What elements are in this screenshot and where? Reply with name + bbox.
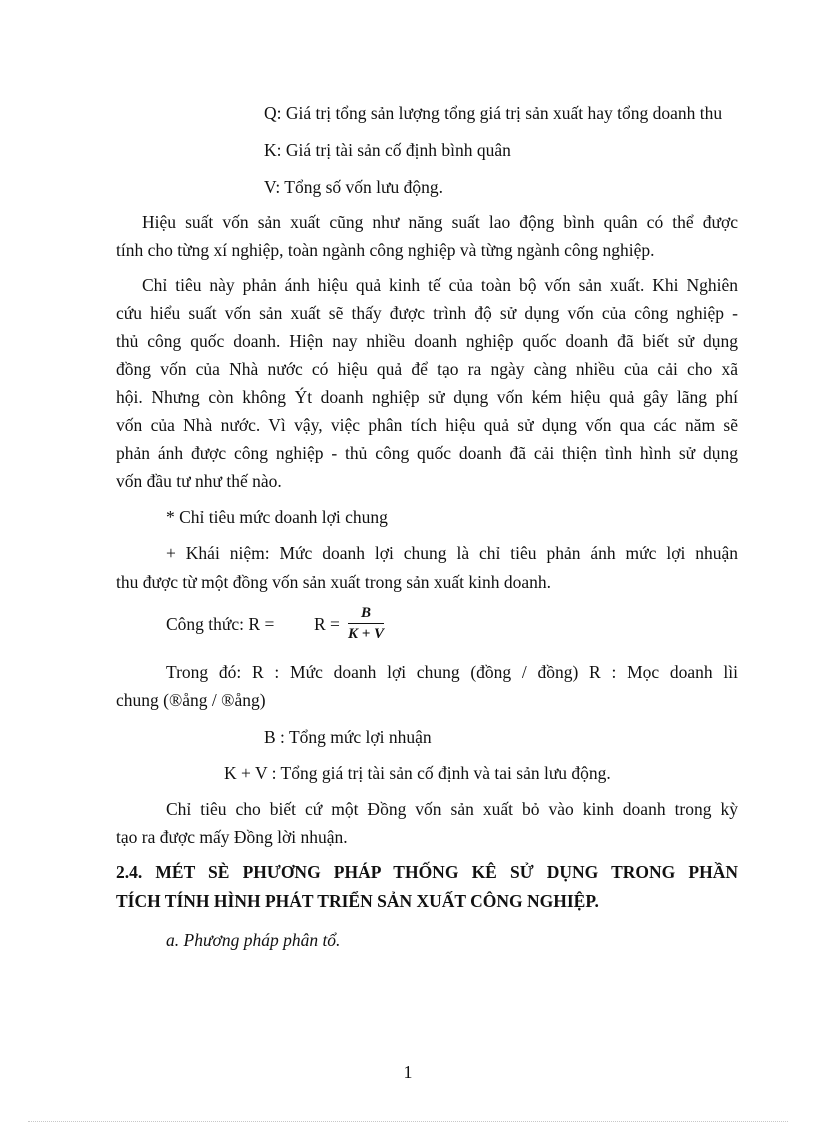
where-line: Trong đó: R : Mức doanh lợi chung (đồng / đồng) R : Mọc doanh lìi — [166, 662, 738, 682]
formula-lhs: R = — [314, 614, 340, 634]
meaning-line: Chỉ tiêu cho biết cứ một Đồng vốn sản xuất bỏ vào kinh doanh trong kỳ — [166, 799, 738, 819]
definition-k: K: Giá trị tài sản cố định bình quân — [264, 140, 511, 160]
definition-b: B : Tổng mức lợi nhuận — [264, 727, 432, 747]
where-line: chung (®ång / ®ång) — [116, 690, 266, 710]
paragraph-line: vốn đầu tư như thế nào. — [116, 471, 282, 491]
paragraph-line: cứu hiểu suất vốn sản xuất sẽ thấy được trình độ sử dụng vốn của công nghiệp - — [116, 303, 738, 323]
paragraph-line: Hiệu suất vốn sản xuất cũng như năng suất lao động bình quân có thể được — [142, 212, 738, 232]
section-heading: 2.4. MÉT SÈ PHƯƠNG PHÁP THỐNG KÊ SỬ DỤNG TRONG PHẦN — [116, 862, 738, 882]
paragraph-line: phản ánh được công nghiệp - thủ công quốc doanh đã cải thiện tình hình sử dụng — [116, 443, 738, 463]
formula-fraction — [348, 604, 384, 643]
paragraph-line: Chỉ tiêu này phản ánh hiệu quả kinh tế của toàn bộ vốn sản xuất. Khi Nghiên — [142, 275, 738, 295]
paragraph-line: đồng vốn của Nhà nước có hiệu quả để tạo ra ngày càng nhiều của cải cho xã — [116, 359, 738, 379]
page-bottom-guide — [28, 1121, 788, 1122]
subheading: a. Phương pháp phân tổ. — [166, 930, 341, 950]
page-number: 1 — [403, 1062, 413, 1082]
concept-line: + Khái niệm: Mức doanh lợi chung là chỉ tiêu phản ánh mức lợi nhuận — [166, 543, 738, 563]
formula-denominator: K + V — [348, 626, 385, 642]
meaning-line: tạo ra được mấy Đồng lời nhuận. — [116, 827, 348, 847]
paragraph-line: vốn của Nhà nước. Vì vậy, việc phân tích hiệu quả sử dụng vốn qua các năm sẽ — [116, 415, 738, 435]
definition-k-plus-v: K + V : Tổng giá trị tài sản cố định và tai sản lưu động. — [224, 763, 611, 783]
paragraph-line: tính cho từng xí nghiệp, toàn ngành công nghiệp và từng ngành công nghiệp. — [116, 240, 655, 260]
paragraph-line: thủ công quốc doanh. Hiện nay nhiều doanh nghiệp quốc doanh đã biết sử dụng — [116, 331, 738, 351]
formula-numerator: B — [348, 604, 384, 624]
indicator-title: * Chỉ tiêu mức doanh lợi chung — [166, 507, 388, 527]
section-heading: TÍCH TÍNH HÌNH PHÁT TRIỂN SẢN XUẤT CÔNG NGHIỆP. — [116, 891, 599, 911]
concept-line: thu được từ một đồng vốn sản xuất trong sản xuất kinh doanh. — [116, 572, 552, 592]
definition-v: V: Tổng số vốn lưu động. — [264, 177, 443, 197]
formula-label: Công thức: R = — [166, 614, 275, 634]
definition-q: Q: Giá trị tổng sản lượng tổng giá trị sản xuất hay tổng doanh thu — [264, 103, 723, 123]
paragraph-line: hội. Nhưng còn không Ýt doanh nghiệp sử dụng vốn kém hiệu quả gây lãng phí — [116, 387, 738, 407]
